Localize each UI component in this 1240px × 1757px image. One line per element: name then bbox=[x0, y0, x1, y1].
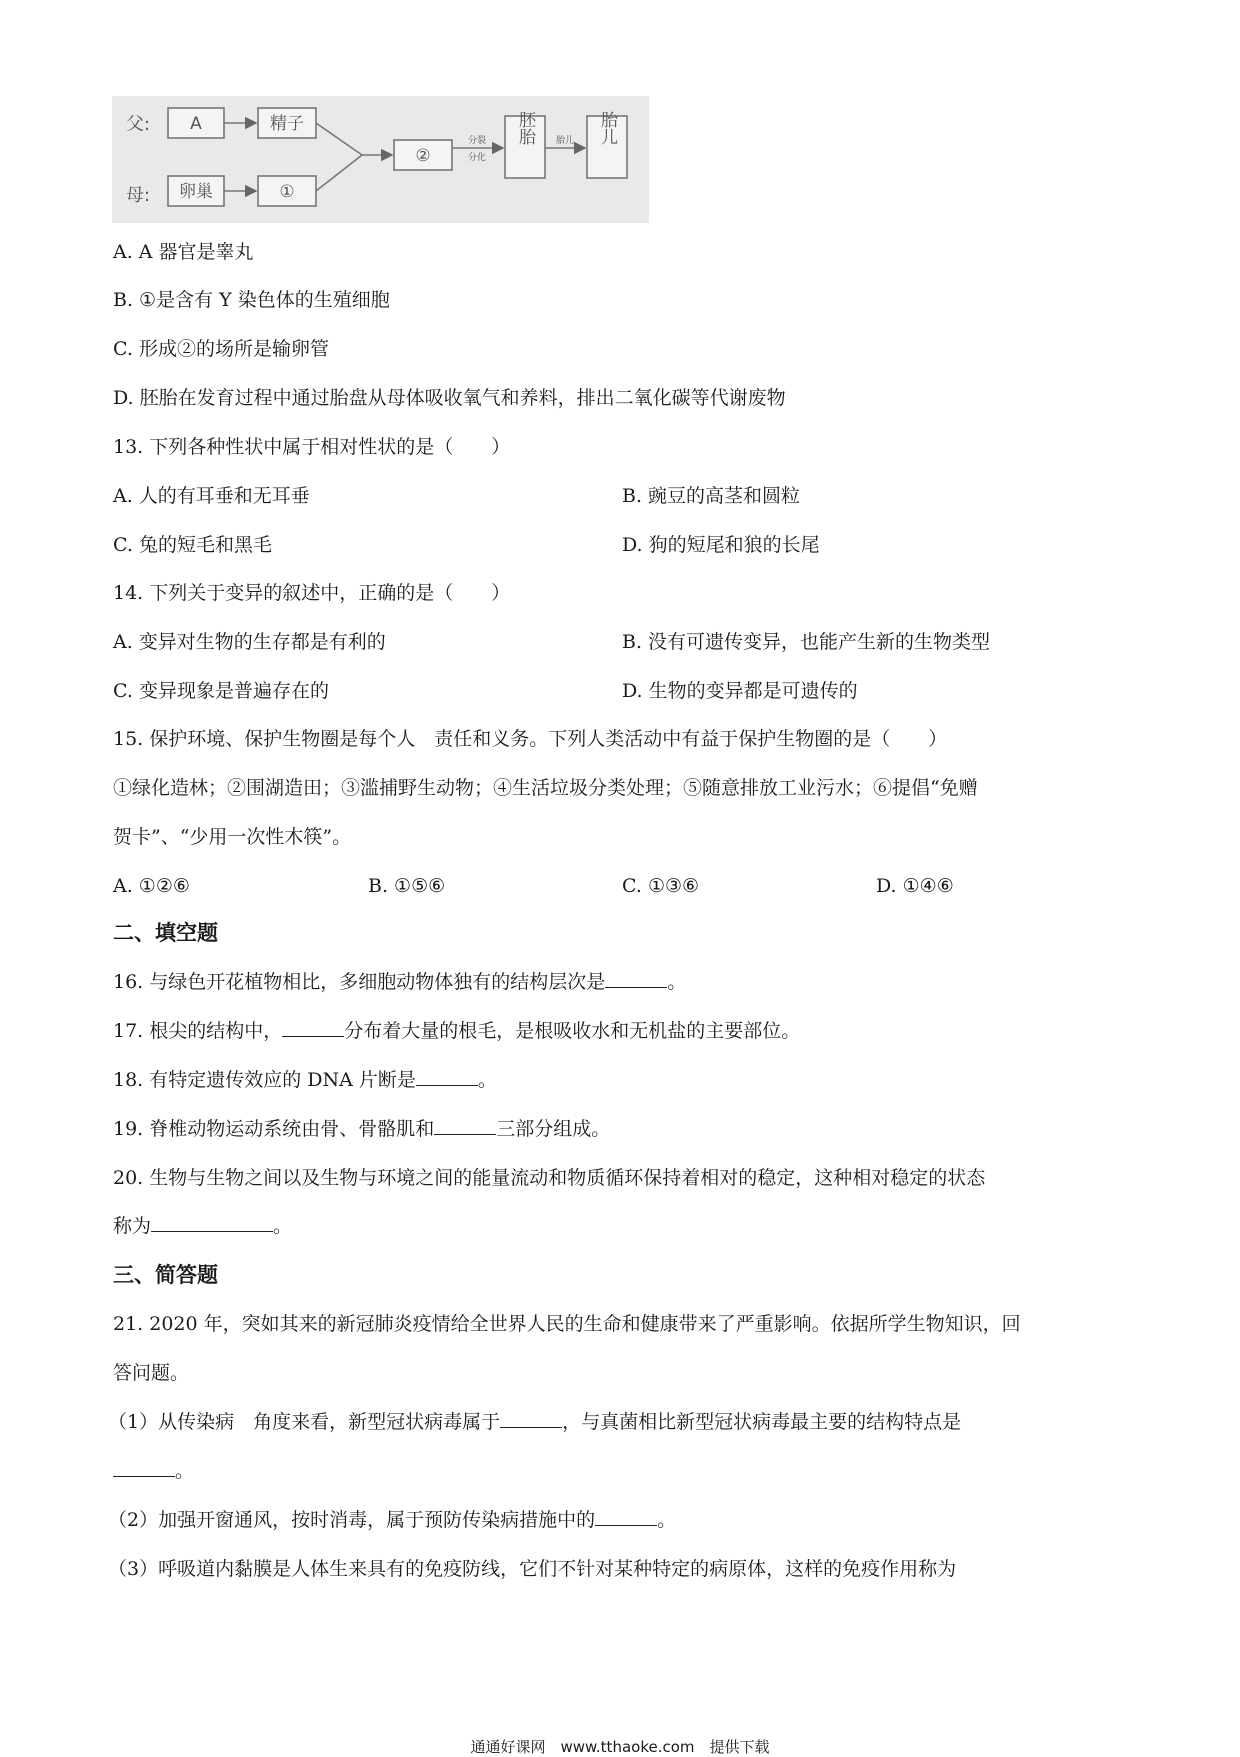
q13-option-c: C. 兔的短毛和黑毛 bbox=[113, 534, 272, 556]
q16-end: 。 bbox=[667, 971, 687, 993]
q19-end: 三部分组成。 bbox=[496, 1118, 611, 1140]
q21-part1-blank1[interactable] bbox=[500, 1426, 562, 1428]
q16 bbox=[113, 970, 686, 994]
q18-text: 18. 有特定遗传效应的 DNA 片断是 bbox=[113, 1069, 416, 1091]
q15-statements-line2: 贺卡”、“少用一次性木筷”。 bbox=[113, 826, 352, 848]
q14-option-a: A. 变异对生物的生存都是有利的 bbox=[113, 631, 386, 653]
box-a-label: A bbox=[190, 114, 202, 134]
q15-stem: 15. 保护环境、保护生物圈是每个人 责任和义务。下列人类活动中有益于保护生物圈的是（ ） bbox=[113, 728, 948, 750]
q21-part2-text: （2）加强开窗通风，按时消毒，属于预防传染病措施中的 bbox=[108, 1509, 596, 1531]
box-fetus-label: 胎儿 bbox=[597, 111, 617, 145]
q20-blank[interactable] bbox=[151, 1230, 273, 1232]
q21-part3: （3）呼吸道内黏膜是人体生来具有的免疫防线，它们不针对某种特定的病原体，这样的免疫作用称为 bbox=[108, 1558, 957, 1580]
q15-option-d: D. ①④⑥ bbox=[876, 875, 954, 897]
q20-end: 。 bbox=[273, 1215, 293, 1237]
q21-stem-line2: 答问题。 bbox=[113, 1362, 190, 1384]
q19-text: 19. 脊椎动物运动系统由骨、骨骼肌和 bbox=[113, 1118, 435, 1140]
q15-option-c: C. ①③⑥ bbox=[622, 875, 700, 897]
q21-part2 bbox=[108, 1508, 676, 1532]
q17-text: 17. 根尖的结构中， bbox=[113, 1020, 283, 1042]
q13-option-d: D. 狗的短尾和狼的长尾 bbox=[622, 534, 820, 556]
q13-option-a: A. 人的有耳垂和无耳垂 bbox=[113, 485, 310, 507]
q17-end: 分布着大量的根毛，是根吸收水和无机盐的主要部位。 bbox=[344, 1020, 801, 1042]
q21-part1-middle: ，与真菌相比新型冠状病毒最主要的结构特点是 bbox=[562, 1411, 962, 1433]
box-ovary-label: 卵巢 bbox=[179, 182, 213, 202]
q20-line1: 20. 生物与生物之间以及生物与环境之间的能量流动和物质循环保持着相对的稳定，这种相对稳定的状态 bbox=[113, 1167, 986, 1189]
diagram-svg bbox=[112, 96, 649, 223]
box-2-label: ② bbox=[415, 146, 431, 166]
arrow-differentiate-label: 分化 bbox=[467, 153, 487, 163]
q12-option-c: C. 形成②的场所是输卵管 bbox=[113, 338, 329, 360]
q15-option-a: A. ①②⑥ bbox=[113, 875, 190, 897]
q20-text: 称为 bbox=[113, 1215, 152, 1237]
q21-stem-line1: 21. 2020 年，突如其来的新冠肺炎疫情给全世界人民的生命和健康带来了严重影响。依据所学生物知识，回 bbox=[113, 1313, 1021, 1335]
q12-option-d: D. 胚胎在发育过程中通过胎盘从母体吸收氧气和养料，排出二氧化碳等代谢废物 bbox=[113, 387, 786, 409]
q16-blank[interactable] bbox=[605, 986, 667, 988]
q14-option-b: B. 没有可遗传变异，也能产生新的生物类型 bbox=[622, 631, 991, 653]
q21-part2-end: 。 bbox=[657, 1509, 677, 1531]
q20-line2 bbox=[113, 1214, 292, 1238]
q21-part1-cont bbox=[113, 1459, 194, 1483]
q18-blank[interactable] bbox=[416, 1084, 478, 1086]
q12-option-b: B. ①是含有 Y 染色体的生殖细胞 bbox=[113, 289, 390, 311]
q13-option-b: B. 豌豆的高茎和圆粒 bbox=[622, 485, 801, 507]
q21-part1 bbox=[108, 1410, 961, 1434]
q21-part1-text: （1）从传染病 角度来看，新型冠状病毒属于 bbox=[108, 1411, 501, 1433]
q21-part2-blank[interactable] bbox=[595, 1524, 657, 1526]
reproduction-flow-diagram bbox=[112, 96, 649, 223]
q21-part1-blank2[interactable] bbox=[113, 1475, 175, 1477]
q12-option-a: A. A 器官是睾丸 bbox=[113, 241, 254, 263]
mother-label: 母: bbox=[126, 185, 151, 206]
q17 bbox=[113, 1019, 800, 1043]
page-footer: 通通好课网 www.tthaoke.com 提供下载 bbox=[470, 1738, 770, 1756]
q13-stem: 13. 下列各种性状中属于相对性状的是（ ） bbox=[113, 436, 511, 458]
arrow-fetus-label: 胎儿 bbox=[555, 136, 575, 146]
q15-option-b: B. ①⑤⑥ bbox=[368, 875, 446, 897]
q19 bbox=[113, 1117, 610, 1141]
q15-statements-line1: ①绿化造林；②围湖造田；③滥捕野生动物；④生活垃圾分类处理；⑤随意排放工业污水；⑥提倡“免赠 bbox=[113, 777, 978, 799]
box-1-label: ① bbox=[279, 182, 295, 202]
section-fill-in-title: 二、填空题 bbox=[113, 920, 218, 945]
q18-end: 。 bbox=[477, 1069, 497, 1091]
q19-blank[interactable] bbox=[434, 1133, 496, 1135]
q21-part1-end: 。 bbox=[175, 1460, 195, 1482]
q14-option-d: D. 生物的变异都是可遗传的 bbox=[622, 680, 858, 702]
box-embryo-label: 胚胎 bbox=[515, 111, 535, 145]
section-short-answer-title: 三、简答题 bbox=[113, 1262, 218, 1287]
arrow-divide-label: 分裂 bbox=[467, 136, 487, 146]
q17-blank[interactable] bbox=[282, 1035, 344, 1037]
q14-option-c: C. 变异现象是普遍存在的 bbox=[113, 680, 329, 702]
q16-text: 16. 与绿色开花植物相比，多细胞动物体独有的结构层次是 bbox=[113, 971, 606, 993]
father-label: 父: bbox=[126, 114, 151, 135]
q14-stem: 14. 下列关于变异的叙述中，正确的是（ ） bbox=[113, 582, 511, 604]
box-sperm-label: 精子 bbox=[270, 114, 304, 134]
q18 bbox=[113, 1068, 497, 1092]
